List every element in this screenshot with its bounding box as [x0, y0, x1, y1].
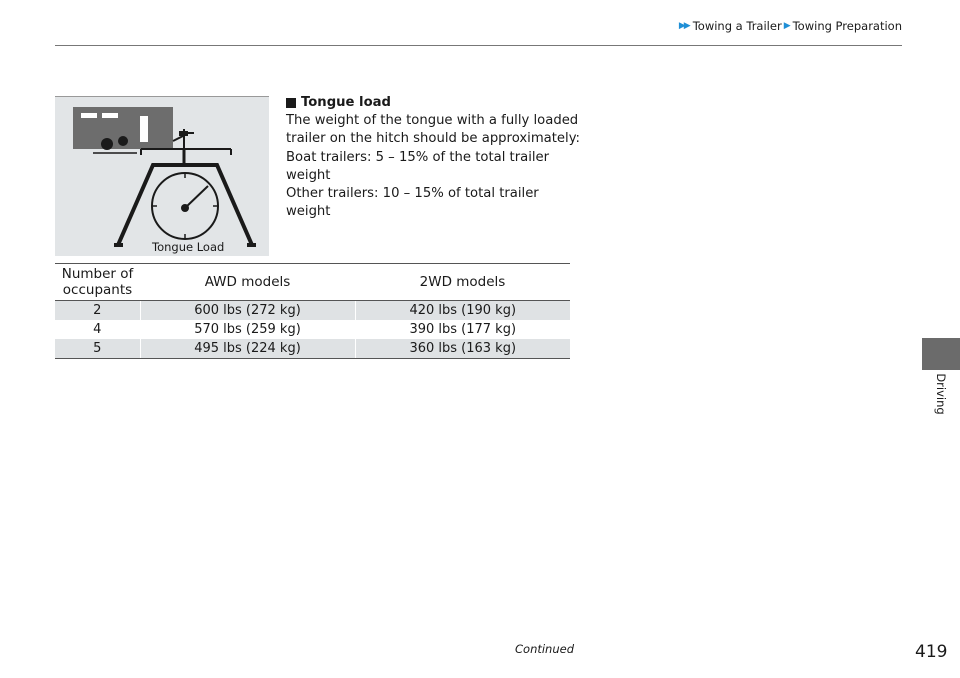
awd-cell: 495 lbs (224 kg): [140, 339, 355, 359]
continued-label: Continued: [515, 642, 575, 656]
table-row: [55, 301, 570, 321]
body-line: trailer on the hitch should be approximately:: [286, 131, 580, 147]
body-line: Other trailers: 10 – 15% of total trailer weight: [286, 186, 539, 220]
chevron-right-icon: ▶: [783, 21, 789, 31]
occupants-cell: 5: [55, 339, 140, 359]
occupants-cell: 4: [93, 322, 102, 337]
breadcrumb-parent: Towing a Trailer: [692, 19, 782, 33]
body-line: Boat trailers: 5 – 15% of the total trailer: [286, 149, 550, 165]
breadcrumb: [679, 19, 902, 33]
column-header-occupants: Number of occupants: [55, 264, 140, 301]
square-bullet-icon: [286, 98, 296, 108]
body-line: weight: [286, 167, 331, 183]
figure-caption: Tongue Load: [152, 240, 225, 254]
2wd-cell: 390 lbs (177 kg): [355, 320, 570, 339]
page-number: 419: [915, 642, 948, 662]
chevron-right-icon: ▶▶: [678, 21, 689, 31]
tongue-load-illustration: [55, 96, 269, 256]
section-title: Tongue load: [301, 95, 391, 110]
chapter-tab-label: Driving: [934, 373, 948, 415]
tongue-load-table: [55, 263, 570, 359]
column-header-2wd: 2WD models: [355, 264, 570, 301]
breadcrumb-current: Towing Preparation: [792, 19, 902, 33]
awd-cell: 570 lbs (259 kg): [140, 320, 355, 339]
2wd-cell: 420 lbs (190 kg): [355, 301, 570, 321]
occupants-cell: 2: [55, 301, 140, 321]
column-header-awd: AWD models: [140, 264, 355, 301]
chapter-tab-marker: [922, 338, 960, 370]
body-line: The weight of the tongue with a fully loaded: [286, 113, 579, 129]
table-header-row: [55, 264, 570, 301]
header-divider: [55, 45, 902, 46]
table-row: [55, 339, 570, 359]
chapter-tab: [922, 370, 960, 420]
table-row: [55, 320, 570, 339]
awd-cell: 600 lbs (272 kg): [140, 301, 355, 321]
trailer-scale-icon: [55, 97, 269, 257]
section-heading: [286, 94, 586, 112]
2wd-cell: 360 lbs (163 kg): [355, 339, 570, 359]
tongue-load-section: [286, 94, 586, 221]
